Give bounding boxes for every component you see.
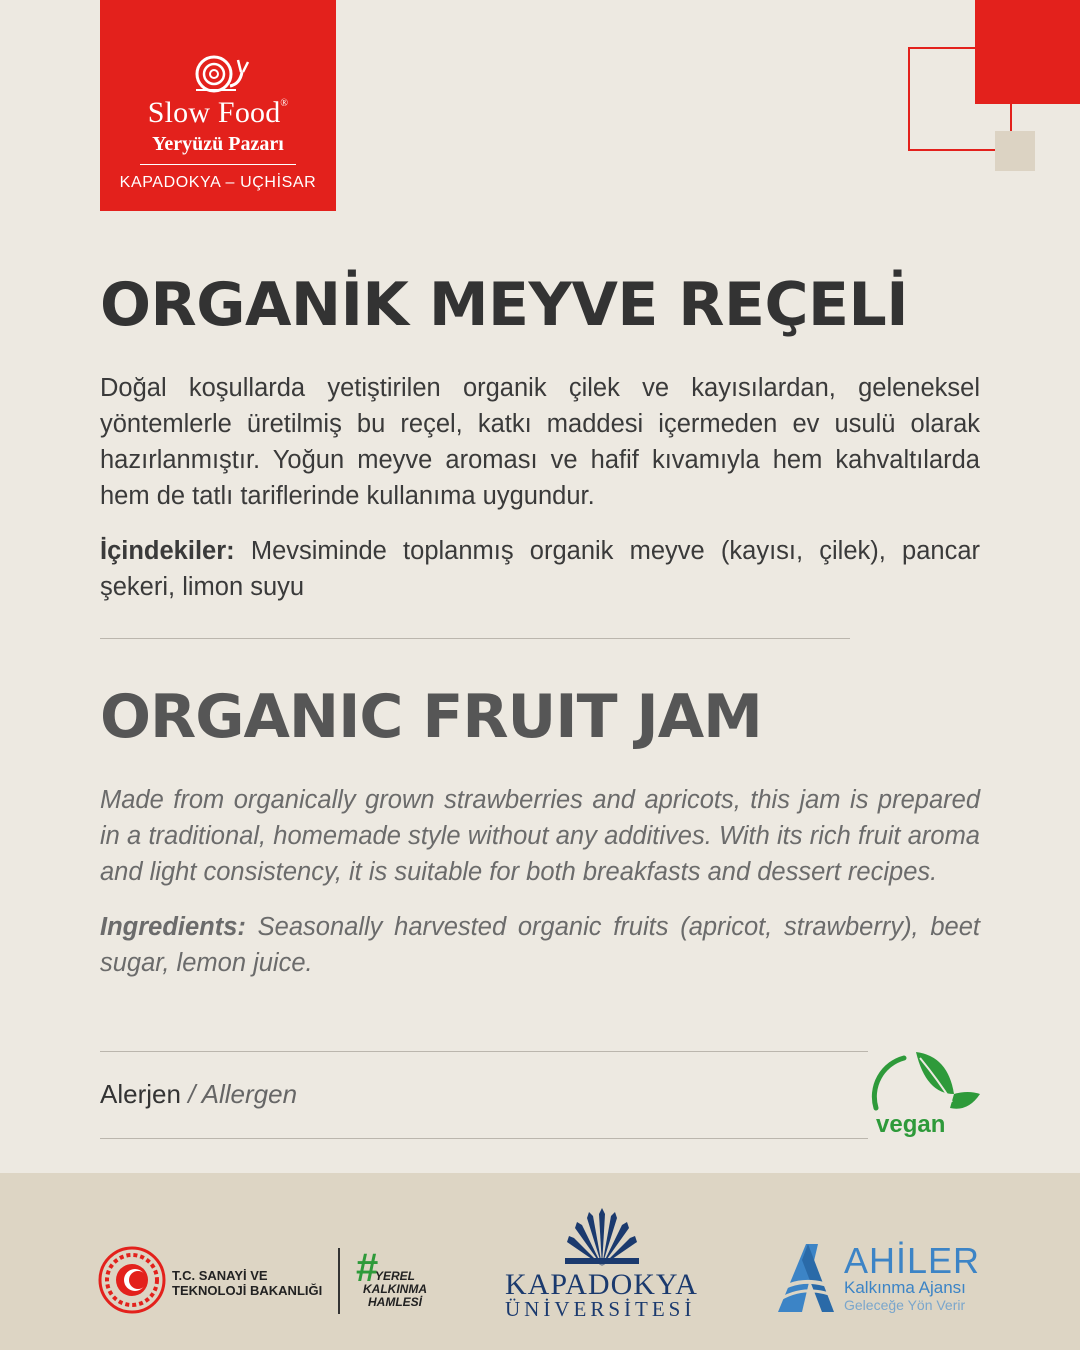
ingredients-text-turkish: Mevsiminde toplanmış organik meyve (kayısı, çilek), pancar şekeri, limon suyu <box>100 537 980 601</box>
ministry-name <box>172 1268 322 1298</box>
logo-brand: Slow Food® <box>147 96 289 129</box>
vegan-label: vegan <box>876 1111 946 1138</box>
logo-subtitle: Yeryüzü Pazarı <box>152 133 284 155</box>
ingredients-text-english: Seasonally harvested organic fruits (apricot, strawberry), beet sugar, lemon juice. <box>100 913 980 977</box>
allergen-label-en: Allergen <box>201 1079 298 1109</box>
title-english: ORGANIC FRUIT JAM <box>100 682 762 752</box>
ministry-separator <box>338 1248 340 1314</box>
allergen-divider-bottom <box>100 1138 868 1139</box>
ingredients-english <box>100 909 980 981</box>
university-name: KAPADOKYA <box>505 1268 698 1301</box>
agency-subtitle: Kalkınma Ajansı <box>844 1278 966 1297</box>
university-sun-icon <box>565 1208 639 1268</box>
ingredients-label-turkish: İçindekiler: <box>100 537 235 565</box>
allergen-row <box>100 1079 297 1110</box>
allergen-separator: / <box>180 1079 202 1109</box>
ministry-seal-icon <box>98 1246 166 1314</box>
hashtag-line2: KALKINMA <box>363 1282 427 1296</box>
slow-food-logo <box>100 0 336 211</box>
section-divider <box>100 638 850 639</box>
ingredients-label-english: Ingredients: <box>100 913 246 941</box>
agency-a-icon <box>772 1242 842 1314</box>
snail-icon <box>186 50 250 96</box>
agency-logo <box>772 1240 987 1320</box>
university-logo <box>505 1208 698 1321</box>
hashtag-line3: HAMLESİ <box>368 1295 422 1309</box>
logo-divider <box>140 164 296 165</box>
hashtag-line1: YEREL <box>374 1269 415 1283</box>
description-turkish: Doğal koşullarda yetiştirilen organik çilek ve kayısılardan, geleneksel yöntemlerle üretilmiş bu reçel, katkı maddesi içermeden ev usulü olarak hazırlanmıştır. Yoğun meyve aroması ve hafif kıvamıyla hem kahvaltılarda hem de tatlı tariflerinde kullanıma uygundur. <box>100 374 980 510</box>
ministry-line2: TEKNOLOJİ BAKANLIĞI <box>172 1283 323 1298</box>
ingredients-turkish <box>100 533 980 605</box>
allergen-label-tr: Alerjen <box>100 1079 181 1109</box>
description-english: Made from organically grown strawberries and apricots, this jam is prepared in a traditional, homemade style without any additives. With its rich fruit aroma and light consistency, it is suitable for both breakfasts and dessert recipes. <box>100 786 980 886</box>
agency-slogan: Geleceğe Yön Verir <box>844 1297 966 1313</box>
ministry-logo <box>98 1246 438 1316</box>
hashtag-icon: # <box>356 1246 379 1290</box>
decor-beige-square <box>995 131 1035 171</box>
logo-location: KAPADOKYA – UÇHİSAR <box>119 174 317 191</box>
allergen-divider-top <box>100 1051 868 1052</box>
ministry-line1: T.C. SANAYİ VE <box>172 1268 268 1283</box>
university-subname: ÜNİVERSİTESİ <box>505 1297 696 1321</box>
title-turkish: ORGANİK MEYVE REÇELİ <box>100 270 909 340</box>
vegan-badge <box>868 1050 984 1140</box>
leaf-icon <box>916 1052 980 1109</box>
agency-name: AHİLER <box>844 1240 981 1281</box>
hashtag-text <box>360 1270 430 1309</box>
